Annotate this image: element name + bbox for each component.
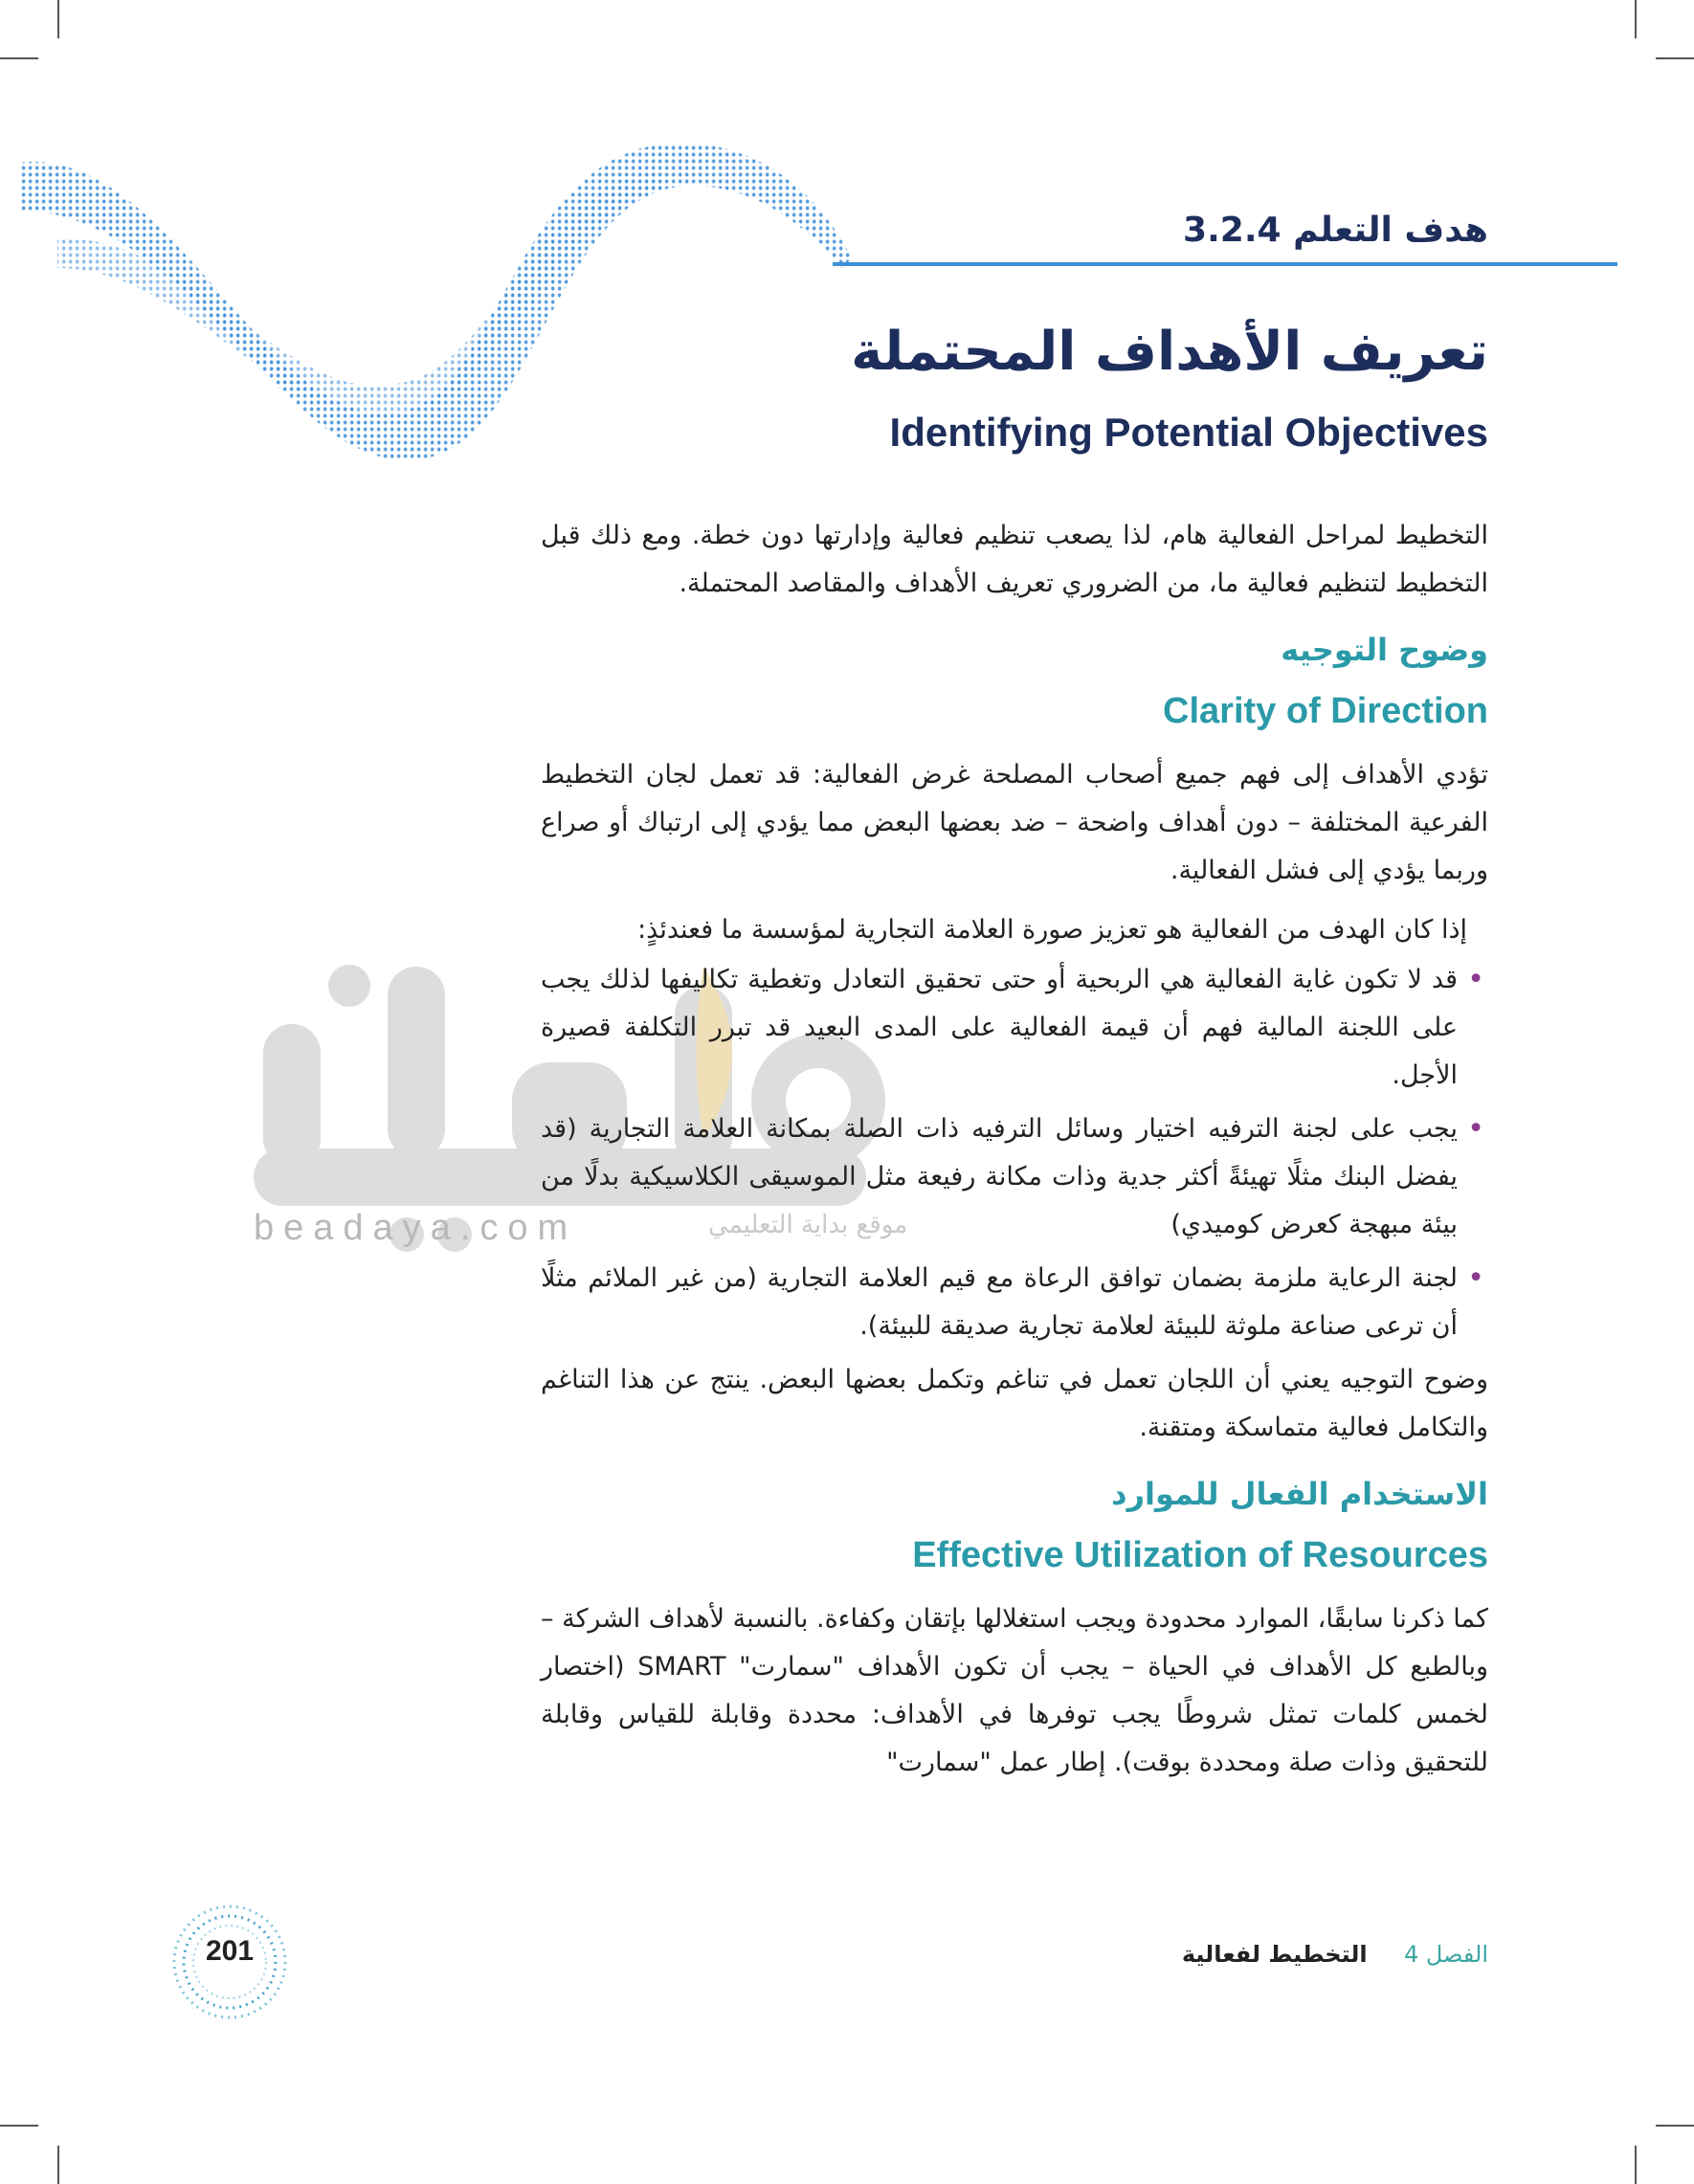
crop-mark — [0, 2125, 38, 2127]
header-rule — [833, 262, 1617, 266]
bullet-list — [541, 956, 1488, 1350]
page-title-ar: تعريف الأهداف المحتملة — [851, 321, 1488, 383]
section-heading-ar: وضوح التوجيه — [1281, 632, 1488, 668]
list-item: • لجنة الرعاية ملزمة بضمان توافق الرعاة مع قيم العلامة التجارية (من غير الملائم مثلًا أن ترعى صناعة ملوثة للبيئة لعلامة تجارية صديقة للبيئة). — [541, 1255, 1488, 1350]
section-heading-en: Effective Utilization of Resources — [912, 1535, 1488, 1575]
crop-mark — [57, 2146, 59, 2184]
paragraph: كما ذكرنا سابقًا، الموارد محدودة ويجب استغلالها بإتقان وكفاءة. بالنسبة لأهداف الشركة – وبالطبع كل الأهداف في الحياة – يجب أن تكون الأهداف "سمارت" SMART (اختصار لخمس كلمات تمثل شروطًا يجب توفرها في الأهداف: محددة وقابلة للقياس وقابلة للتحقيق وذات صلة ومحددة بوقت). إطار عمل "سمارت" — [541, 1604, 1488, 1777]
watermark-url: beadaya.com — [254, 1208, 578, 1248]
page-number: 201 — [205, 1935, 255, 1967]
section-heading-ar: الاستخدام الفعال للموارد — [1111, 1476, 1488, 1512]
paragraph: إذا كان الهدف من الفعالية هو تعزيز صورة العلامة التجارية لمؤسسة ما فعندئذٍ: — [637, 915, 1467, 945]
chapter-label: الفصل 4 — [1403, 1941, 1488, 1968]
crop-mark — [1635, 0, 1637, 38]
crop-mark — [57, 0, 59, 38]
main-content — [541, 512, 1488, 1798]
intro-paragraph: التخطيط لمراحل الفعالية هام، لذا يصعب تنظيم فعالية وإدارتها دون خطة. ومع ذلك قبل التخطيط لتنظيم فعالية ما، من الضروري تعريف الأهداف والمقاصد المحتملة. — [541, 521, 1488, 598]
crop-mark — [1656, 57, 1694, 59]
learning-objective-label: هدف التعلم 3.2.4 — [1183, 211, 1488, 250]
crop-mark — [1635, 2146, 1637, 2184]
section-heading-en: Clarity of Direction — [1163, 691, 1488, 731]
footer — [1182, 1941, 1488, 1968]
chapter-title: التخطيط لفعالية — [1181, 1941, 1368, 1968]
list-item: • قد لا تكون غاية الفعالية هي الربحية أو حتى تحقيق التعادل وتغطية تكاليفها لذلك يجب على اللجنة المالية فهم أن قيمة الفعالية على المدى البعيد قد تبرر التكلفة قصيرة الأجل. — [541, 956, 1488, 1100]
watermark-tagline: موقع بداية التعليمي — [708, 1211, 908, 1239]
paragraph: تؤدي الأهداف إلى فهم جميع أصحاب المصلحة غرض الفعالية: قد تعمل لجان التخطيط الفرعية المختلفة – دون أهداف واضحة – ضد بعضها البعض مما يؤدي إلى ارتباك أو صراع وربما يؤدي إلى فشل الفعالية. — [541, 760, 1488, 885]
paragraph: وضوح التوجيه يعني أن اللجان تعمل في تناغم وتكمل بعضها البعض. ينتج عن هذا التناغم والتكامل فعالية متماسكة ومتقنة. — [541, 1365, 1488, 1442]
page-title-en: Identifying Potential Objectives — [889, 410, 1488, 455]
decorative-wave — [0, 124, 861, 488]
crop-mark — [1656, 2125, 1694, 2127]
crop-mark — [0, 57, 38, 59]
list-item: • يجب على لجنة الترفيه اختيار وسائل الترفيه ذات الصلة بمكانة العلامة التجارية (قد يفضل البنك مثلًا تهيئةً أكثر جدية وذات مكانة رفيعة مثل الموسيقى الكلاسيكية بدلًا من بيئة مبهجة كعرض كوميدي) — [541, 1105, 1488, 1249]
